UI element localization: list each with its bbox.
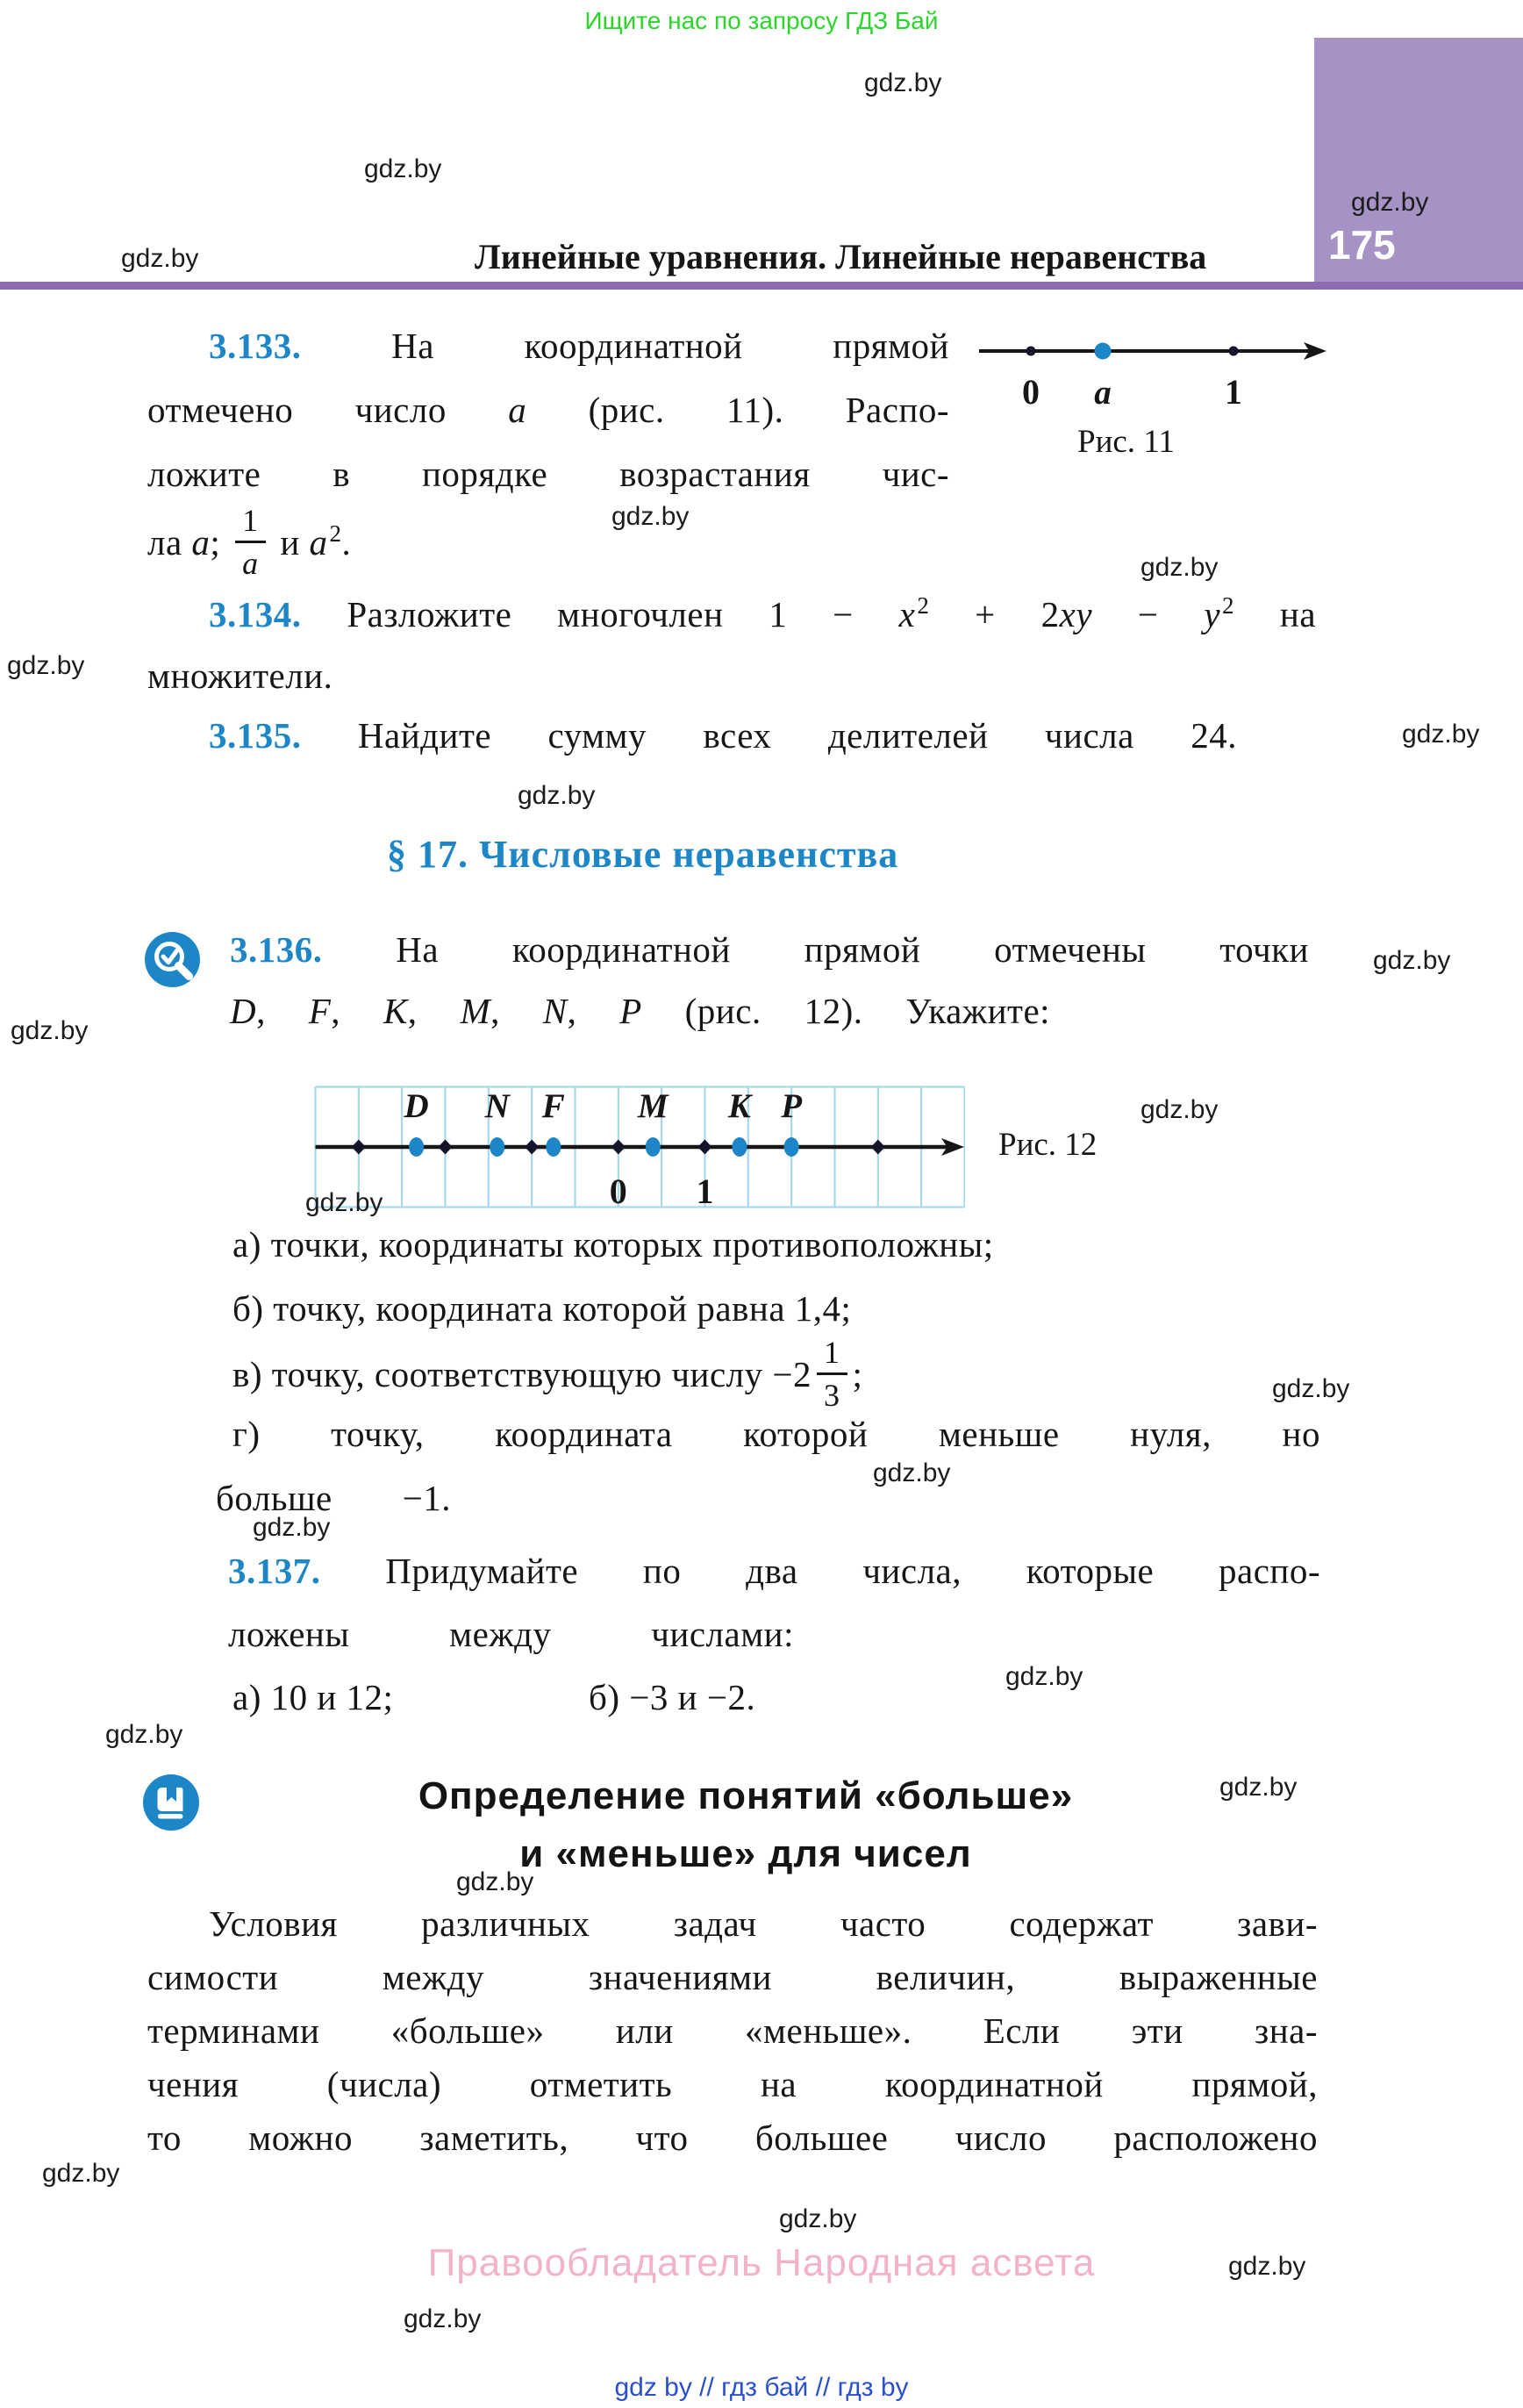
problem-3137-line-2: ложены между числами: [228,1614,794,1654]
running-header-title: Линейные уравнения. Линейные неравенства [475,237,1207,276]
gdz-watermark: gdz.by [1005,1662,1083,1691]
gdz-watermark: gdz.by [11,1016,89,1045]
gdz-watermark: gdz.by [364,154,442,183]
section-17-heading: § 17. Числовые неравенства [387,833,899,876]
gdz-watermark: gdz.by [518,781,596,810]
svg-text:0: 0 [609,1172,627,1211]
header-rule [0,282,1523,290]
figure-12-number-line [314,1080,965,1214]
gdz-watermark: gdz.by [253,1513,331,1542]
gdz-watermark: gdz.by [305,1188,383,1217]
problem-3137-line-1: 3.137. Придумайте по два числа, которые распо- [228,1551,1320,1591]
item-3136-g-line-1: г) точку, координата которой меньше нуля, но [232,1414,1320,1454]
item-3136-b: б) точку, координата которой равна 1,4; [232,1288,852,1329]
item-3136-g-line-2: больше −1. [216,1478,451,1518]
svg-text:P: P [781,1087,803,1125]
figure-11-caption: Рис. 11 [1077,424,1175,460]
paragraph-line-1: Условия различных задач часто содержат зави- [209,1903,1318,1944]
gdz-watermark: gdz.by [7,651,85,680]
svg-text:1: 1 [696,1172,714,1211]
problem-3137-sub-b: б) −3 и −2. [589,1677,756,1717]
gdz-watermark: gdz.by [611,502,690,531]
gdz-watermark: gdz.by [779,2204,857,2233]
figure-11-number-line [972,332,1332,428]
svg-text:a: a [1094,374,1112,412]
gdz-watermark: gdz.by [873,1458,951,1487]
problem-3136-line-2: D, F, K, M, N, P (рис. 12). Укажите: [230,991,1051,1031]
gdz-watermark: gdz.by [1219,1773,1298,1802]
item-3136-v: в) точку, соответствующую числу −2 $\frac{1}{3}$ ; [232,1335,863,1413]
problem-3133-line-1: 3.133. На координатной прямой [209,326,949,366]
problem-3137-sub-a: а) 10 и 12; [232,1677,394,1717]
problem-3133-line-4: ла a; $\frac{1}{a}$ и $a^2$. [147,503,352,581]
figure-12-caption: Рис. 12 [998,1127,1098,1163]
definition-heading-line-2: и «меньше» для чисел [519,1832,972,1875]
problem-3136-line-1: 3.136. На координатной прямой отмечены точки [230,929,1309,970]
svg-text:F: F [541,1087,565,1125]
svg-text:1: 1 [1225,372,1242,412]
paragraph-line-2: симости между значениями величин, выраженные [147,1957,1318,1997]
problem-3135-line-1: 3.135. Найдите сумму всех делителей числа 24. [209,715,1237,756]
svg-text:K: K [727,1087,751,1125]
problem-3134-line-1: 3.134. Разложите многочлен $1 - x^2 + 2xy - y^2$ на [209,592,1317,634]
paragraph-line-5: то можно заметить, что большее число расположено [147,2118,1318,2158]
gdz-watermark: gdz.by [1140,1095,1219,1124]
problem-3133-line-3: ложите в порядке возрастания чис- [147,454,949,494]
gdz-watermark: gdz.by [1373,946,1451,975]
item-3136-a: а) точки, координаты которых противоположны; [232,1224,994,1265]
problem-3134-line-2: множители. [147,656,333,696]
check-search-icon [145,932,200,992]
gdz-watermark: gdz.by [1272,1374,1350,1403]
gdz-watermark: gdz.by [121,244,199,273]
svg-text:N: N [484,1087,510,1125]
gdz-watermark: gdz.by [1228,2252,1306,2281]
gdz-watermark: gdz.by [456,1867,534,1896]
gdz-watermark: gdz.by [1140,553,1219,582]
problem-3133-line-2: отмечено число a (рис. 11). Распо- [147,390,949,430]
svg-text:0: 0 [1022,372,1040,412]
svg-text:D: D [404,1087,429,1125]
gdz-watermark: gdz.by [864,68,942,97]
svg-text:M: M [637,1087,669,1125]
gdz-watermark: gdz.by [105,1720,183,1749]
definition-heading-line-1: Определение понятий «больше» [418,1774,1074,1817]
copyright-text: Правообладатель Народная асвета [427,2241,1096,2284]
gdz-watermark: gdz.by [1402,720,1480,749]
footer-links[interactable]: gdz by // гдз бай // гдз by [614,2373,909,2402]
paragraph-line-4: чения (числа) отметить на координатной прямой, [147,2064,1318,2104]
page-number: 175 [1328,222,1396,268]
gdz-watermark: gdz.by [42,2159,120,2188]
paragraph-line-3: терминами «больше» или «меньше». Если эти зна- [147,2010,1318,2051]
promo-banner-text: Ищите нас по запросу ГДЗ Бай [584,7,939,34]
gdz-watermark: gdz.by [1351,188,1429,217]
gdz-watermark: gdz.by [404,2304,482,2333]
